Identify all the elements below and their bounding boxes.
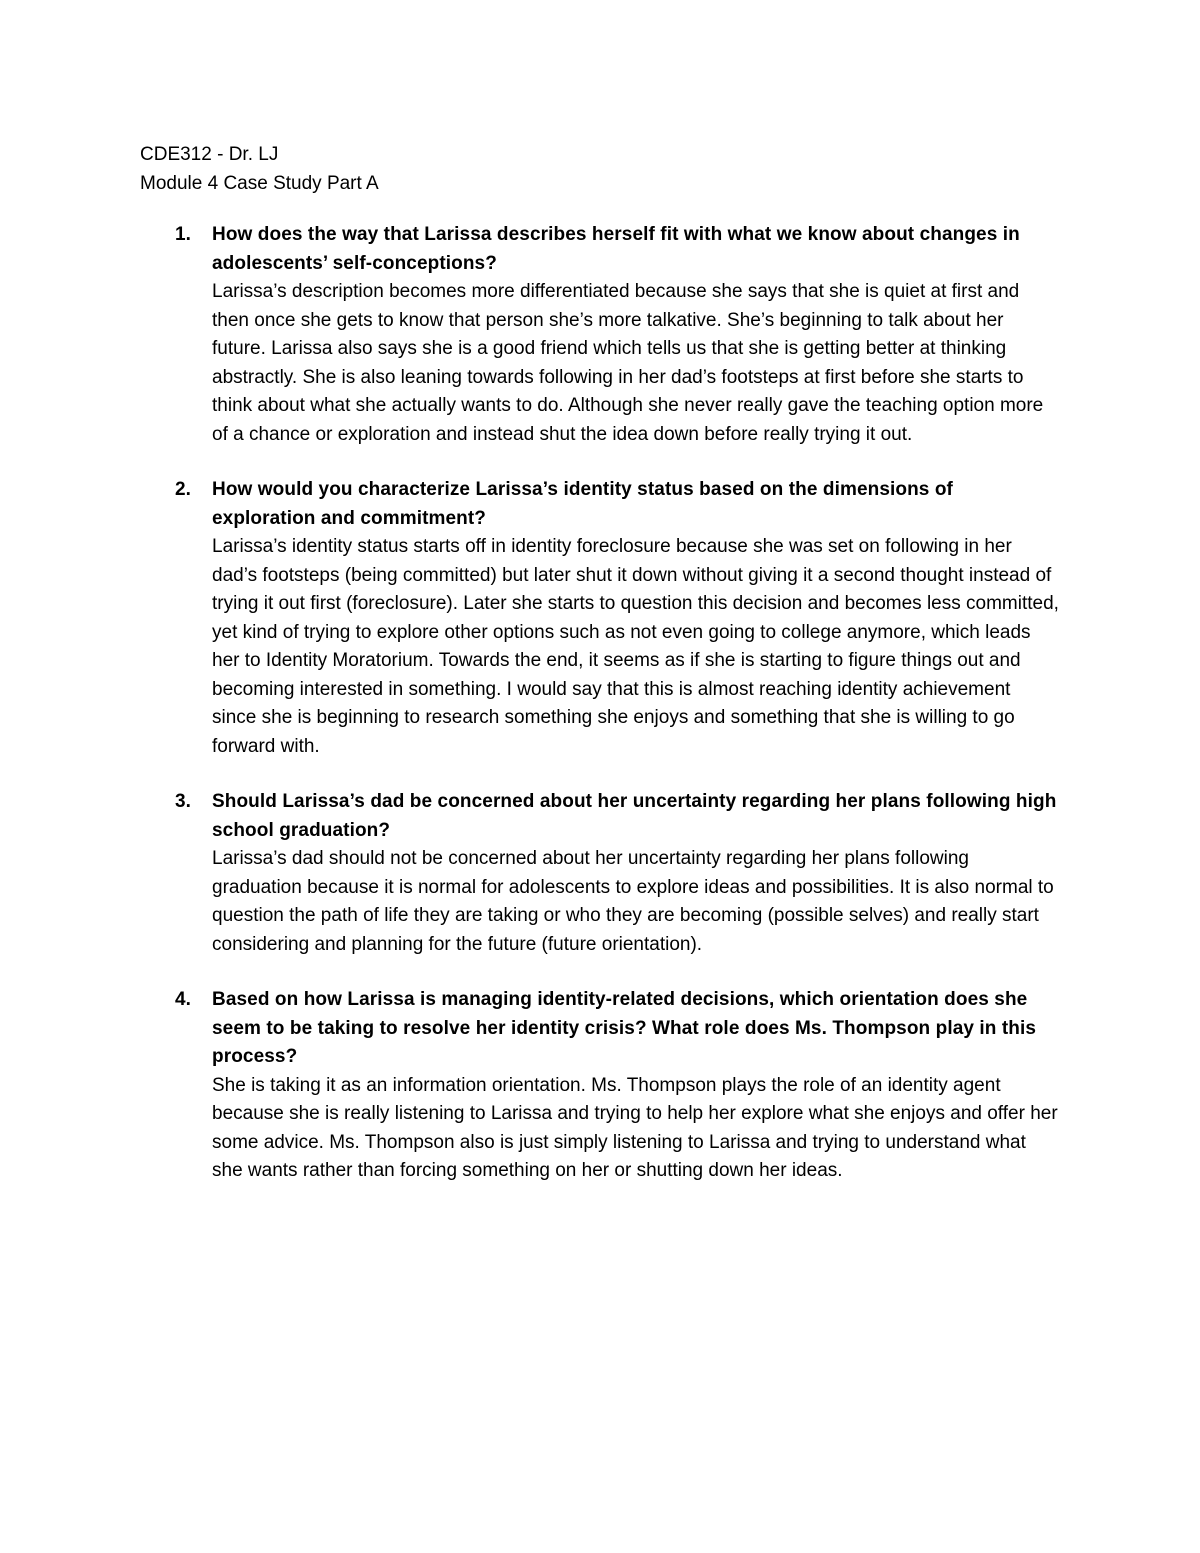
question-number: 3. bbox=[175, 791, 191, 812]
question-number: 2. bbox=[175, 479, 191, 500]
answer-text: She is taking it as an information orientation. Ms. Thompson plays the role of an identity agent because she is really listening to Larissa and trying to help her explore what she enjoys and offer her some advice. Ms. Thompson also is just simply listening to Larissa and trying to understand what she wants rather than forcing something on her or shutting down her ideas. bbox=[212, 1074, 1058, 1181]
question-text: How would you characterize Larissa’s identity status based on the dimensions of exploration and commitment? bbox=[212, 479, 953, 529]
question-text: Based on how Larissa is managing identity-related decisions, which orientation does she seem to be taking to resolve her identity crisis? What role does Ms. Thompson play in this process? bbox=[212, 989, 1037, 1067]
assignment-title: Module 4 Case Study Part A bbox=[140, 173, 379, 194]
course-title: CDE312 - Dr. LJ bbox=[140, 144, 279, 165]
answer-text: Larissa’s identity status starts off in identity foreclosure because she was set on following in her dad’s footsteps (being committed) but later shut it down without giving it a second thought instead of trying it out first (foreclosure). Later she starts to question this decision and becomes less committed, yet kind of trying to explore other options such as not even going to college anymore, which leads her to Identity Moratorium. Towards the end, it seems as if she is starting to figure things out and becoming interested in something. I would say that this is almost reaching identity achievement since she is beginning to research something she enjoys and something that she is willing to go forward with. bbox=[212, 536, 1059, 757]
question-list bbox=[140, 221, 1060, 1186]
question-number: 4. bbox=[175, 989, 191, 1010]
question-item bbox=[140, 788, 1060, 959]
answer-text: Larissa’s description becomes more differentiated because she says that she is quiet at first and then once she gets to know that person she’s more talkative. She’s beginning to talk about her future. Larissa also says she is a good friend which tells us that she is getting better at thinking abstractly. She is also leaning towards following in her dad’s footsteps at first before she starts to think about what she actually wants to do. Although she never really gave the teaching option more of a chance or exploration and instead shut the idea down before really trying it out. bbox=[212, 281, 1044, 445]
answer-text: Larissa’s dad should not be concerned about her uncertainty regarding her plans following graduation because it is normal for adolescents to explore ideas and possibilities. It is also normal to question the path of life they are taking or who they are becoming (possible selves) and really start considering and planning for the future (future orientation). bbox=[212, 848, 1054, 955]
question-item bbox=[140, 221, 1060, 449]
question-item bbox=[140, 986, 1060, 1186]
question-item bbox=[140, 476, 1060, 761]
question-text: How does the way that Larissa describes herself fit with what we know about changes in adolescents’ self-conceptions? bbox=[212, 224, 1020, 274]
question-number: 1. bbox=[175, 224, 191, 245]
question-text: Should Larissa’s dad be concerned about her uncertainty regarding her plans following high school graduation? bbox=[212, 791, 1057, 841]
document-page bbox=[140, 140, 1060, 1213]
